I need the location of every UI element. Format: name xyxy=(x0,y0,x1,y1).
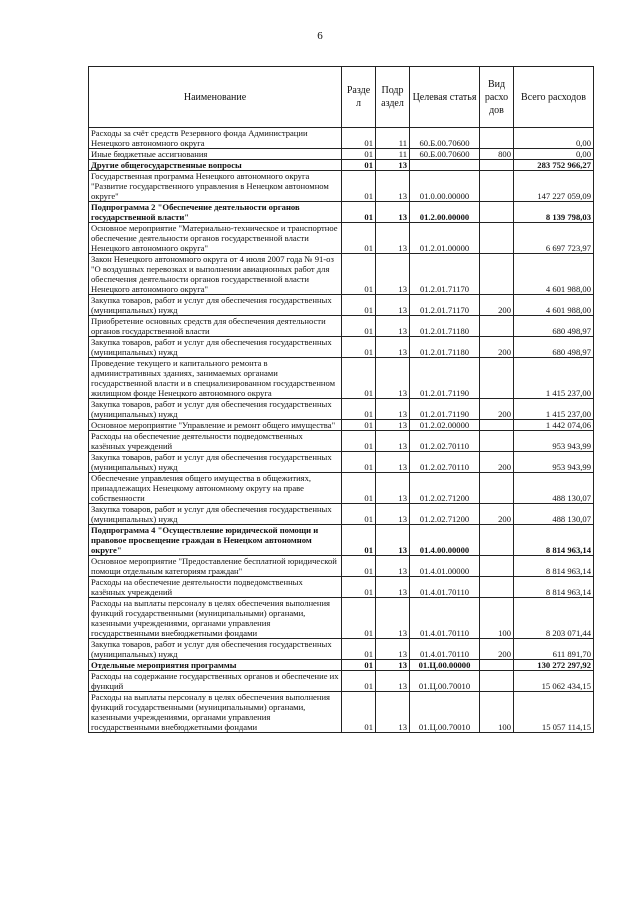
cell-total: 15 057 114,15 xyxy=(514,692,594,733)
cell-razdel: 01 xyxy=(342,358,376,399)
cell-razdel: 01 xyxy=(342,452,376,473)
page-number: 6 xyxy=(317,30,323,42)
cell-name: Иные бюджетные ассигнования xyxy=(89,149,342,160)
cell-podrazdel: 13 xyxy=(376,160,410,171)
cell-total: 488 130,07 xyxy=(514,473,594,504)
cell-celevaya: 01.2.02.71200 xyxy=(410,473,480,504)
cell-total: 8 814 963,14 xyxy=(514,577,594,598)
cell-celevaya: 01.2.01.71170 xyxy=(410,254,480,295)
cell-name: Проведение текущего и капитального ремонта в административных зданиях, занимаемых органами государственной власти и в специализированном государственном жилищном фонде Ненецкого автономного округа xyxy=(89,358,342,399)
cell-vid xyxy=(480,473,514,504)
cell-vid xyxy=(480,660,514,671)
cell-podrazdel: 13 xyxy=(376,295,410,316)
cell-vid: 100 xyxy=(480,692,514,733)
cell-razdel: 01 xyxy=(342,577,376,598)
cell-podrazdel: 11 xyxy=(376,149,410,160)
cell-vid xyxy=(480,556,514,577)
cell-razdel: 01 xyxy=(342,202,376,223)
cell-vid xyxy=(480,160,514,171)
cell-celevaya: 01.4.01.70110 xyxy=(410,639,480,660)
table-row xyxy=(89,577,594,598)
cell-total: 6 697 723,97 xyxy=(514,223,594,254)
cell-vid: 200 xyxy=(480,504,514,525)
cell-total: 283 752 966,27 xyxy=(514,160,594,171)
cell-podrazdel: 13 xyxy=(376,431,410,452)
cell-razdel: 01 xyxy=(342,525,376,556)
cell-celevaya: 60.Б.00.70600 xyxy=(410,128,480,149)
cell-razdel: 01 xyxy=(342,399,376,420)
cell-total: 611 891,70 xyxy=(514,639,594,660)
header-vid: Вид расхо дов xyxy=(480,67,514,128)
cell-celevaya: 01.2.02.70110 xyxy=(410,452,480,473)
cell-total: 1 415 237,00 xyxy=(514,358,594,399)
cell-razdel: 01 xyxy=(342,337,376,358)
table-row xyxy=(89,598,594,639)
cell-name: Приобретение основных средств для обеспечения деятельности органов государственной власти xyxy=(89,316,342,337)
cell-total: 0,00 xyxy=(514,149,594,160)
cell-razdel: 01 xyxy=(342,171,376,202)
cell-vid xyxy=(480,358,514,399)
cell-razdel: 01 xyxy=(342,639,376,660)
cell-podrazdel: 13 xyxy=(376,473,410,504)
budget-table xyxy=(88,66,594,733)
cell-razdel: 01 xyxy=(342,128,376,149)
cell-razdel: 01 xyxy=(342,692,376,733)
table-body xyxy=(89,128,594,733)
table-row xyxy=(89,295,594,316)
table-row xyxy=(89,452,594,473)
table-row xyxy=(89,254,594,295)
cell-podrazdel: 13 xyxy=(376,525,410,556)
cell-celevaya: 01.4.01.00000 xyxy=(410,556,480,577)
cell-vid: 200 xyxy=(480,639,514,660)
cell-podrazdel: 13 xyxy=(376,254,410,295)
cell-celevaya: 01.2.01.71180 xyxy=(410,316,480,337)
cell-total: 488 130,07 xyxy=(514,504,594,525)
cell-name: Подпрограмма 2 "Обеспечение деятельности органов государственной власти" xyxy=(89,202,342,223)
cell-razdel: 01 xyxy=(342,556,376,577)
cell-vid xyxy=(480,525,514,556)
cell-razdel: 01 xyxy=(342,671,376,692)
cell-podrazdel: 13 xyxy=(376,171,410,202)
cell-total: 953 943,99 xyxy=(514,431,594,452)
table-row xyxy=(89,504,594,525)
cell-name: Закупка товаров, работ и услуг для обеспечения государственных (муниципальных) нужд xyxy=(89,452,342,473)
cell-total: 1 442 074,06 xyxy=(514,420,594,431)
cell-vid xyxy=(480,316,514,337)
table-row xyxy=(89,556,594,577)
cell-celevaya xyxy=(410,160,480,171)
cell-total: 680 498,97 xyxy=(514,316,594,337)
cell-razdel: 01 xyxy=(342,660,376,671)
cell-celevaya: 01.2.02.00000 xyxy=(410,420,480,431)
cell-name: Закупка товаров, работ и услуг для обеспечения государственных (муниципальных) нужд xyxy=(89,337,342,358)
table-row xyxy=(89,316,594,337)
cell-podrazdel: 13 xyxy=(376,660,410,671)
cell-vid xyxy=(480,128,514,149)
cell-celevaya: 01.Ц.00.70010 xyxy=(410,692,480,733)
cell-total: 8 203 071,44 xyxy=(514,598,594,639)
table-row xyxy=(89,660,594,671)
cell-name: Расходы на содержание государственных органов и обеспечение их функций xyxy=(89,671,342,692)
cell-celevaya: 60.Б.00.70600 xyxy=(410,149,480,160)
cell-celevaya: 01.4.00.00000 xyxy=(410,525,480,556)
cell-total: 8 814 963,14 xyxy=(514,556,594,577)
cell-total: 8 139 798,03 xyxy=(514,202,594,223)
cell-total: 1 415 237,00 xyxy=(514,399,594,420)
cell-razdel: 01 xyxy=(342,160,376,171)
cell-podrazdel: 13 xyxy=(376,316,410,337)
cell-vid xyxy=(480,223,514,254)
cell-vid: 200 xyxy=(480,399,514,420)
cell-celevaya: 01.2.02.70110 xyxy=(410,431,480,452)
cell-razdel: 01 xyxy=(342,295,376,316)
table-row xyxy=(89,473,594,504)
table-row xyxy=(89,128,594,149)
cell-podrazdel: 13 xyxy=(376,556,410,577)
table-header xyxy=(89,67,594,128)
table-row xyxy=(89,431,594,452)
cell-celevaya: 01.Ц.00.70010 xyxy=(410,671,480,692)
cell-vid xyxy=(480,431,514,452)
table-row xyxy=(89,337,594,358)
cell-total: 680 498,97 xyxy=(514,337,594,358)
cell-vid: 200 xyxy=(480,295,514,316)
table-row xyxy=(89,358,594,399)
cell-podrazdel: 13 xyxy=(376,598,410,639)
cell-name: Подпрограмма 4 "Осуществление юридической помощи и правовое просвещение граждан в Ненецком автономном округе" xyxy=(89,525,342,556)
cell-podrazdel: 13 xyxy=(376,223,410,254)
cell-name: Основное мероприятие "Управление и ремонт общего имущества" xyxy=(89,420,342,431)
cell-podrazdel: 13 xyxy=(376,639,410,660)
cell-name: Основное мероприятие "Предоставление бесплатной юридической помощи отдельным категориям граждан" xyxy=(89,556,342,577)
cell-vid: 200 xyxy=(480,337,514,358)
cell-name: Расходы на выплаты персоналу в целях обеспечения выполнения функций государственными (муниципальными) органами, казенными учреждениями, органами управления государственными внебюджетными фондами xyxy=(89,692,342,733)
cell-total: 8 814 963,14 xyxy=(514,525,594,556)
cell-vid xyxy=(480,254,514,295)
cell-podrazdel: 13 xyxy=(376,337,410,358)
cell-celevaya: 01.2.00.00000 xyxy=(410,202,480,223)
cell-celevaya: 01.2.01.00000 xyxy=(410,223,480,254)
cell-razdel: 01 xyxy=(342,254,376,295)
cell-total: 4 601 988,00 xyxy=(514,295,594,316)
cell-vid xyxy=(480,171,514,202)
cell-name: Расходы на выплаты персоналу в целях обеспечения выполнения функций государственными (муниципальными) органами, казенными учреждениями, органами управления государственными внебюджетными фондами xyxy=(89,598,342,639)
table-row xyxy=(89,149,594,160)
cell-razdel: 01 xyxy=(342,223,376,254)
cell-name: Расходы на обеспечение деятельности подведомственных казённых учреждений xyxy=(89,577,342,598)
cell-name: Обеспечение управления общего имущества в общежитиях, принадлежащих Ненецкому автономному округу на праве собственности xyxy=(89,473,342,504)
cell-name: Закупка товаров, работ и услуг для обеспечения государственных (муниципальных) нужд xyxy=(89,639,342,660)
cell-celevaya: 01.0.00.00000 xyxy=(410,171,480,202)
cell-celevaya: 01.Ц.00.00000 xyxy=(410,660,480,671)
cell-total: 0,00 xyxy=(514,128,594,149)
cell-podrazdel: 13 xyxy=(376,202,410,223)
table-row xyxy=(89,525,594,556)
cell-vid: 100 xyxy=(480,598,514,639)
cell-celevaya: 01.2.01.71180 xyxy=(410,337,480,358)
cell-name: Закупка товаров, работ и услуг для обеспечения государственных (муниципальных) нужд xyxy=(89,295,342,316)
cell-podrazdel: 13 xyxy=(376,577,410,598)
table-row xyxy=(89,202,594,223)
table-row xyxy=(89,692,594,733)
cell-vid xyxy=(480,577,514,598)
cell-razdel: 01 xyxy=(342,316,376,337)
cell-celevaya: 01.2.02.71200 xyxy=(410,504,480,525)
table-row xyxy=(89,160,594,171)
cell-name: Закупка товаров, работ и услуг для обеспечения государственных (муниципальных) нужд xyxy=(89,504,342,525)
cell-celevaya: 01.4.01.70110 xyxy=(410,577,480,598)
table-row xyxy=(89,671,594,692)
cell-podrazdel: 13 xyxy=(376,452,410,473)
cell-name: Расходы за счёт средств Резервного фонда Администрации Ненецкого автономного округа xyxy=(89,128,342,149)
cell-total: 15 062 434,15 xyxy=(514,671,594,692)
cell-name: Основное мероприятие "Материально-техническое и транспортное обеспечение деятельности органов государственной власти Ненецкого автономного округа" xyxy=(89,223,342,254)
cell-name: Расходы на обеспечение деятельности подведомственных казённых учреждений xyxy=(89,431,342,452)
cell-razdel: 01 xyxy=(342,149,376,160)
table-row xyxy=(89,223,594,254)
cell-total: 130 272 297,92 xyxy=(514,660,594,671)
table-row xyxy=(89,639,594,660)
table-row xyxy=(89,420,594,431)
header-podrazdel: Подр аздел xyxy=(376,67,410,128)
table-row xyxy=(89,399,594,420)
cell-vid xyxy=(480,202,514,223)
cell-vid xyxy=(480,671,514,692)
cell-celevaya: 01.4.01.70110 xyxy=(410,598,480,639)
header-celevaya: Целевая статья xyxy=(410,67,480,128)
cell-podrazdel: 13 xyxy=(376,358,410,399)
header-total: Всего расходов xyxy=(514,67,594,128)
cell-vid xyxy=(480,420,514,431)
cell-razdel: 01 xyxy=(342,598,376,639)
cell-name: Государственная программа Ненецкого автономного округа "Развитие государственного управления в Ненецком автономном округе" xyxy=(89,171,342,202)
cell-name: Другие общегосударственные вопросы xyxy=(89,160,342,171)
cell-podrazdel: 13 xyxy=(376,692,410,733)
cell-total: 147 227 059,09 xyxy=(514,171,594,202)
cell-podrazdel: 13 xyxy=(376,504,410,525)
cell-podrazdel: 13 xyxy=(376,399,410,420)
cell-celevaya: 01.2.01.71190 xyxy=(410,399,480,420)
cell-razdel: 01 xyxy=(342,431,376,452)
cell-total: 4 601 988,00 xyxy=(514,254,594,295)
cell-razdel: 01 xyxy=(342,504,376,525)
cell-celevaya: 01.2.01.71190 xyxy=(410,358,480,399)
header-name: Наименование xyxy=(89,67,342,128)
cell-podrazdel: 13 xyxy=(376,671,410,692)
table-row xyxy=(89,171,594,202)
cell-total: 953 943,99 xyxy=(514,452,594,473)
cell-razdel: 01 xyxy=(342,473,376,504)
cell-name: Отдельные мероприятия программы xyxy=(89,660,342,671)
cell-celevaya: 01.2.01.71170 xyxy=(410,295,480,316)
cell-podrazdel: 11 xyxy=(376,128,410,149)
cell-podrazdel: 13 xyxy=(376,420,410,431)
cell-vid: 200 xyxy=(480,452,514,473)
cell-razdel: 01 xyxy=(342,420,376,431)
header-razdel: Разде л xyxy=(342,67,376,128)
cell-name: Закон Ненецкого автономного округа от 4 июля 2007 года № 91-оз "О воздушных перевозках и выполнении авиационных работ для обеспечения деятельности органов государственной власти Ненецкого автономного округа" xyxy=(89,254,342,295)
cell-name: Закупка товаров, работ и услуг для обеспечения государственных (муниципальных) нужд xyxy=(89,399,342,420)
cell-vid: 800 xyxy=(480,149,514,160)
